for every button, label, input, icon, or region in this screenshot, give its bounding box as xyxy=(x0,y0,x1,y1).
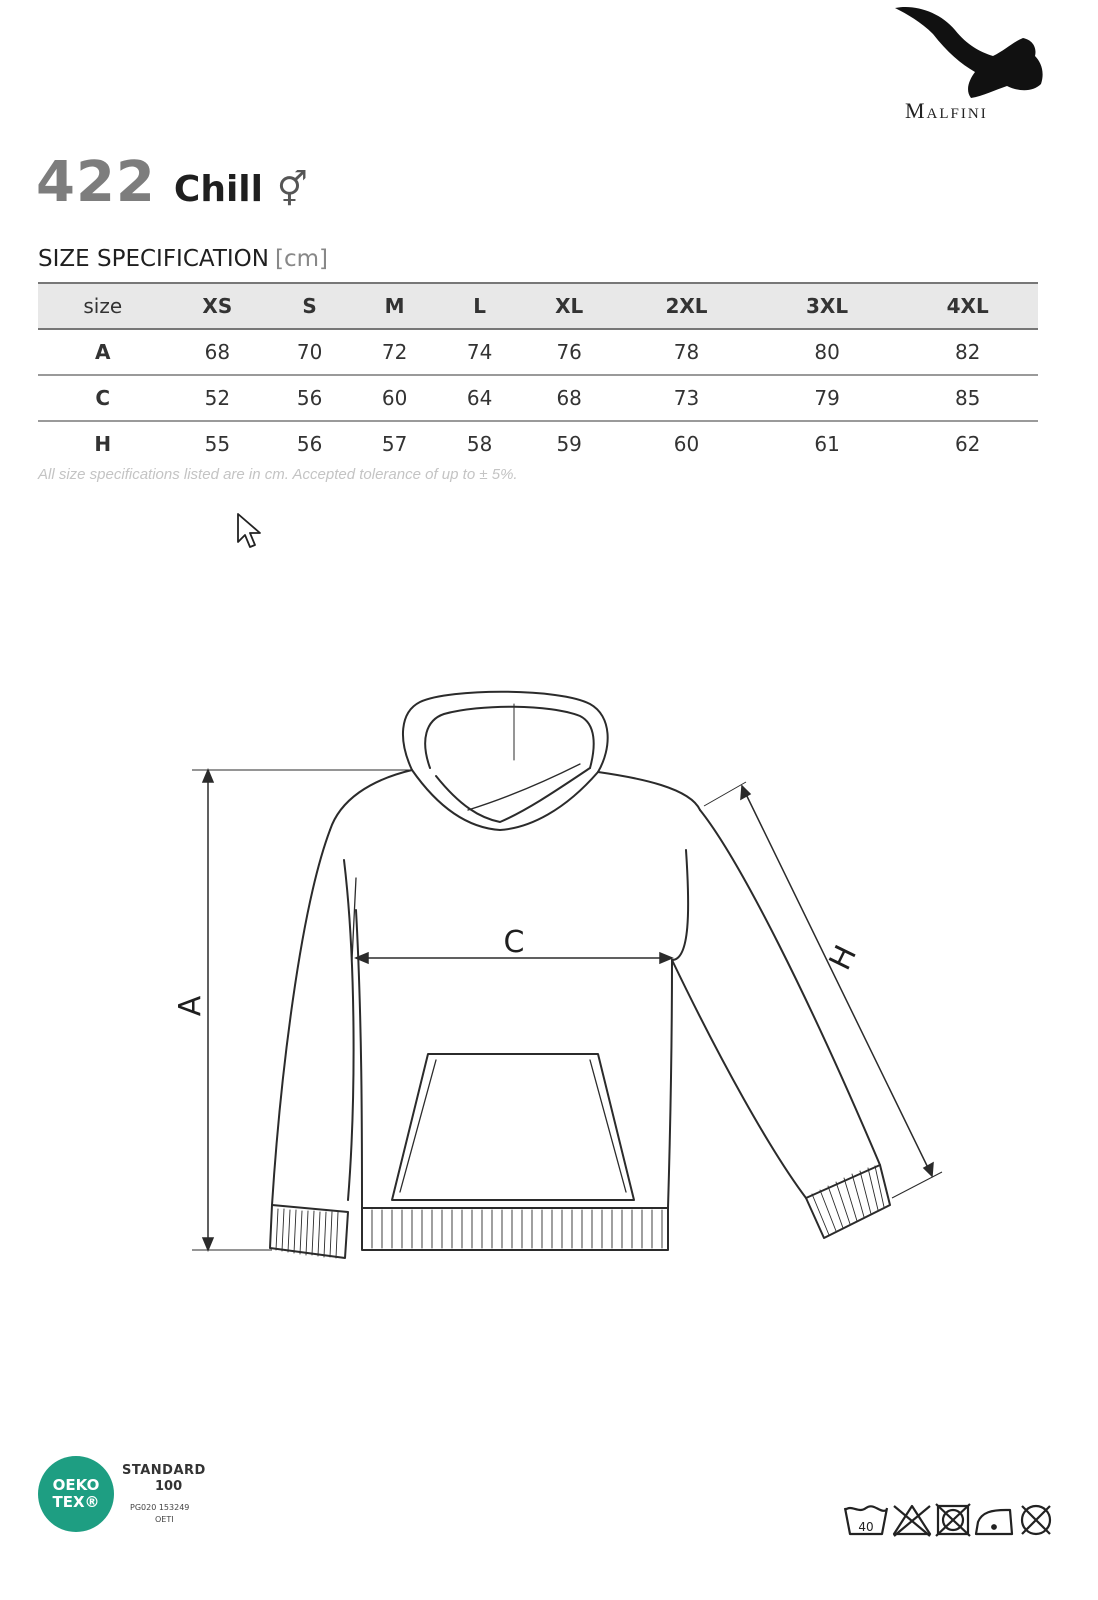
oeko-text: OEKO xyxy=(52,1476,100,1494)
column-header: XL xyxy=(555,294,584,318)
product-title xyxy=(36,150,308,215)
label-h: H xyxy=(822,940,865,976)
table-cell: 72 xyxy=(381,340,408,364)
table-header-row xyxy=(38,283,1038,329)
column-header: 3XL xyxy=(806,294,849,318)
table-cell: 78 xyxy=(673,340,700,364)
kangaroo-pocket xyxy=(392,1054,634,1200)
hood-inner xyxy=(425,707,594,768)
body-right-shoulder xyxy=(598,772,700,810)
oeko-cert-number: PG020 153249 xyxy=(130,1503,190,1512)
table-cell: 59 xyxy=(556,432,582,456)
table-cell: 58 xyxy=(466,432,493,456)
table-cell: 76 xyxy=(556,340,582,364)
size-table xyxy=(38,282,1038,466)
section-heading-text: SIZE SPECIFICATION xyxy=(38,246,269,272)
oeko-standard-number: 100 xyxy=(155,1479,183,1494)
table-cell: 55 xyxy=(204,432,231,456)
table-cell: 60 xyxy=(673,432,700,456)
brand-name: Malfini xyxy=(905,98,988,123)
unisex-icon: ⚥ xyxy=(276,170,308,210)
no-bleach-icon xyxy=(894,1506,930,1536)
arrow-h-bottom xyxy=(924,1163,933,1176)
table-cell: 74 xyxy=(466,340,493,364)
wash-temp: 40 xyxy=(858,1520,874,1534)
table-cell: 57 xyxy=(381,432,408,456)
row-label: C xyxy=(95,386,111,410)
table-cell: 56 xyxy=(296,386,323,410)
table-cell: 56 xyxy=(296,432,323,456)
table-cell: 62 xyxy=(954,432,981,456)
oeko-standard-label: STANDARD xyxy=(122,1463,206,1478)
body-left-shoulder xyxy=(330,770,412,830)
arrow-h-top xyxy=(741,786,750,799)
iron-low-icon xyxy=(976,1510,1012,1534)
care-symbols xyxy=(842,1500,1057,1542)
column-header: S xyxy=(302,294,317,318)
column-header: M xyxy=(384,294,405,318)
table-cell: 61 xyxy=(814,432,840,456)
section-heading-unit: [cm] xyxy=(275,246,328,272)
section-heading xyxy=(38,246,328,272)
arrow-a-top xyxy=(203,770,213,782)
right-sleeve xyxy=(700,810,880,1165)
column-header: L xyxy=(473,294,486,318)
hoodie-measurement-diagram xyxy=(0,660,1098,1300)
table-cell: 52 xyxy=(204,386,231,410)
column-header: XS xyxy=(202,294,233,318)
table-cell: 68 xyxy=(204,340,231,364)
row-label: A xyxy=(95,340,111,364)
column-header: 4XL xyxy=(946,294,989,318)
row-label: H xyxy=(94,432,112,456)
table-row xyxy=(38,421,1038,466)
arrow-a-bottom xyxy=(203,1238,213,1250)
label-a: A xyxy=(173,995,208,1017)
table-cell: 73 xyxy=(673,386,700,410)
left-sleeve xyxy=(272,830,330,1205)
table-cell: 68 xyxy=(556,386,582,410)
table-cell: 82 xyxy=(954,340,981,364)
table-cell: 85 xyxy=(954,386,981,410)
table-cell: 79 xyxy=(814,386,840,410)
product-name: Chill xyxy=(173,169,263,210)
no-dry-clean-icon xyxy=(1022,1506,1050,1534)
column-header: size xyxy=(83,294,123,318)
neck-cross xyxy=(412,770,598,830)
oeko-cert-institute: OETI xyxy=(155,1515,174,1524)
arrow-c-right xyxy=(660,953,672,963)
body-right-side xyxy=(668,960,672,1208)
body-left-side xyxy=(356,910,362,1208)
column-header: 2XL xyxy=(665,294,708,318)
mouse-cursor-icon xyxy=(236,512,264,552)
tolerance-note: All size specifications listed are in cm. Accepted tolerance of up to ± 5%. xyxy=(38,466,518,483)
product-number: 422 xyxy=(36,150,156,215)
table-cell: 80 xyxy=(814,340,840,364)
hood-outline xyxy=(403,692,608,772)
table-row xyxy=(38,329,1038,375)
label-c: C xyxy=(503,925,525,960)
oeko-tex-logo xyxy=(38,1456,114,1532)
no-tumble-dry-icon xyxy=(936,1504,970,1536)
table-cell: 70 xyxy=(296,340,323,364)
table-row xyxy=(38,375,1038,421)
wash-40-icon xyxy=(845,1506,887,1534)
table-cell: 64 xyxy=(466,386,493,410)
table-cell: 60 xyxy=(381,386,408,410)
tex-text: TEX® xyxy=(52,1493,100,1511)
